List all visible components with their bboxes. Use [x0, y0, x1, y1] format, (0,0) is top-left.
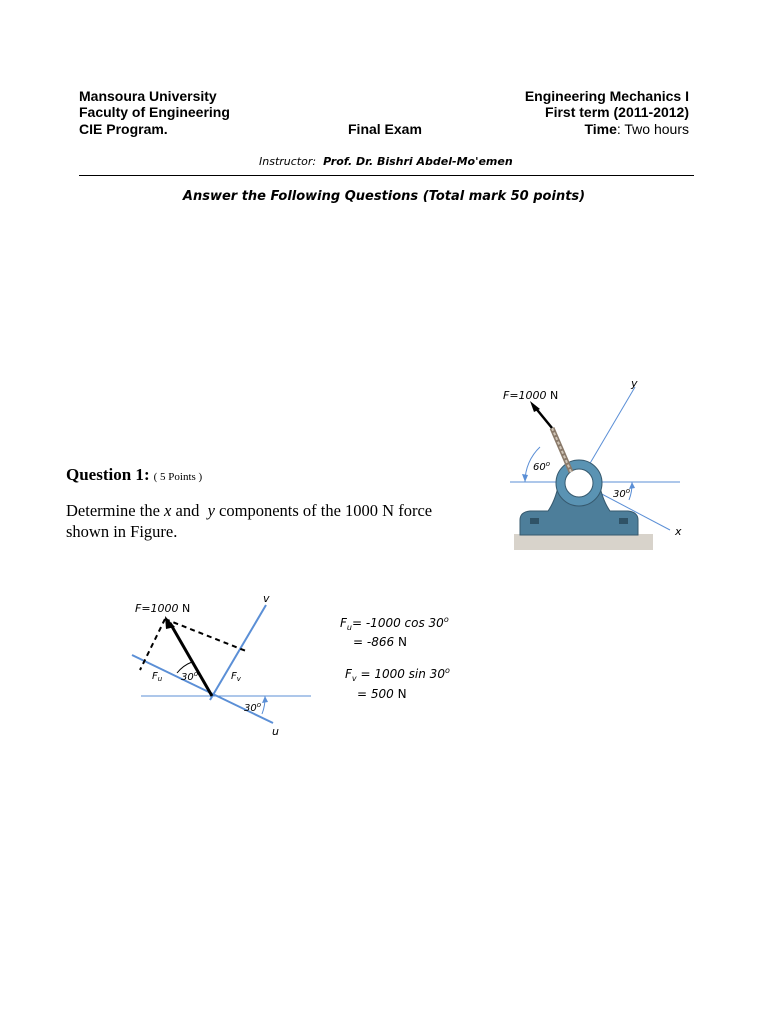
question-heading: Question 1: ( 5 Points ) [66, 465, 203, 484]
fv-equation: $F_v = 1000$ sin 30$^o$ [345, 666, 450, 683]
bracket-eye-hole [565, 469, 593, 497]
fv-result: = 500 N [357, 687, 407, 701]
x-variable: x [164, 501, 172, 520]
instructor-label: Instructor: [259, 155, 317, 168]
force-arrow [170, 623, 212, 696]
time-label: Time [584, 121, 617, 137]
exam-title: Final Exam [348, 121, 422, 137]
bracket-bolt-right [619, 518, 628, 524]
figure-bracket [490, 372, 700, 554]
header-divider [79, 175, 694, 176]
v-axis-label: v [263, 592, 270, 605]
fu-equation: $F_u= -1000$ cos 30$^o$ [340, 615, 449, 632]
exam-instructions: Answer the Following Questions (Total mark 50 points) [182, 189, 586, 204]
course-title: Engineering Mechanics I [524, 88, 689, 104]
angle-inner-label: 30$^o$ [181, 670, 199, 683]
bracket-bolt-left [530, 518, 539, 524]
faculty-name: Faculty of Engineering [79, 104, 230, 120]
fu-label: $F_u$ [152, 671, 163, 683]
angle-30-label: 30$^o$ [613, 487, 631, 500]
question-points: ( 5 Points ) [153, 471, 203, 483]
fv-label: $F_v$ [231, 671, 241, 683]
x-axis-label: x [675, 525, 682, 538]
instructor-name: Prof. Dr. Bishri Abdel-Mo'emen [323, 155, 513, 168]
base-plate [514, 534, 653, 550]
university-name: Mansoura University [79, 88, 217, 104]
fu-dashed-line [140, 619, 165, 670]
program-name: CIE Program. [79, 121, 168, 137]
figure-components [125, 590, 325, 740]
time-info [584, 121, 689, 137]
term-label: First term (2011-2012) [545, 104, 689, 120]
angle-60-label: 60$^o$ [533, 460, 551, 473]
angle-axis-label: 30$^o$ [244, 701, 262, 714]
force-label: F=1000 N [135, 602, 191, 615]
v-axis-line [210, 605, 266, 700]
question-title: Question 1 [66, 465, 144, 484]
y-variable: y [207, 501, 215, 520]
force-label: F=1000 N [503, 389, 559, 402]
fu-result: = -866 N [353, 635, 407, 649]
instructor-line [259, 155, 513, 168]
solution-block [335, 612, 495, 707]
y-axis-label: y [631, 377, 638, 390]
u-axis-label: u [272, 725, 279, 738]
time-value: : Two hours [616, 121, 689, 137]
question-text: Determine the x and y components of the 1000 N force shown in Figure. [66, 501, 433, 541]
